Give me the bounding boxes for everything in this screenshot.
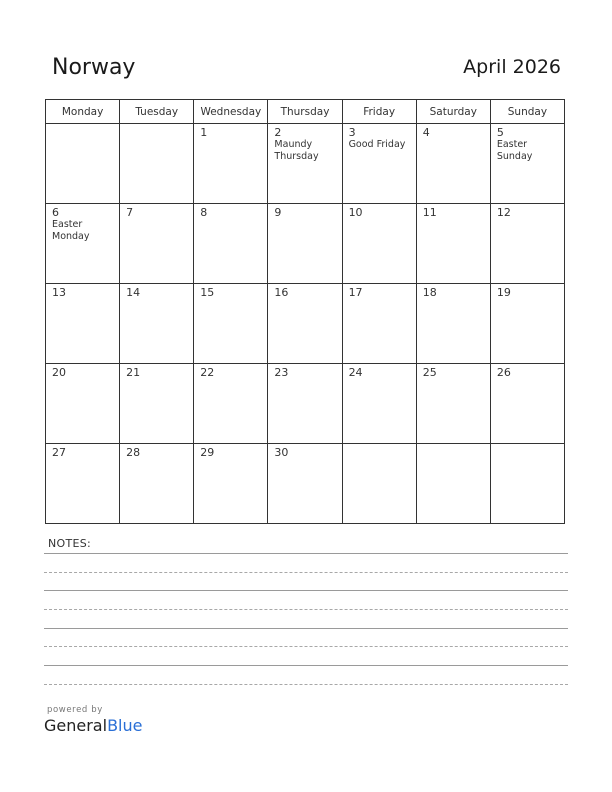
week-row xyxy=(46,124,565,204)
day-cell xyxy=(268,284,342,364)
day-cell xyxy=(194,204,268,284)
week-row xyxy=(46,364,565,444)
day-number: 3 xyxy=(348,126,356,139)
day-cell xyxy=(342,124,416,204)
brand-name-accent: Blue xyxy=(107,716,143,735)
weekday-header: Thursday xyxy=(268,100,342,124)
weekday-header: Sunday xyxy=(490,100,564,124)
day-number: 15 xyxy=(200,286,215,299)
notes-line xyxy=(44,572,568,573)
day-number: 14 xyxy=(126,286,141,299)
day-cell xyxy=(120,284,194,364)
day-cell xyxy=(490,284,564,364)
day-number: 22 xyxy=(200,366,215,379)
notes-line xyxy=(44,628,568,629)
day-number: 17 xyxy=(348,286,363,299)
day-cell xyxy=(120,364,194,444)
notes-line xyxy=(44,684,568,685)
calendar-grid xyxy=(45,99,565,524)
weekday-header: Tuesday xyxy=(120,100,194,124)
brand-name-part: General xyxy=(44,716,108,735)
day-number: 7 xyxy=(126,206,134,219)
day-cell xyxy=(342,284,416,364)
notes-label: NOTES: xyxy=(48,537,92,550)
day-cell xyxy=(46,444,120,524)
day-cell xyxy=(416,364,490,444)
day-cell xyxy=(342,444,416,524)
powered-by-text: powered by xyxy=(47,705,103,715)
day-cell xyxy=(342,364,416,444)
holiday-label: Easter Monday xyxy=(52,219,90,242)
day-number: 20 xyxy=(52,366,66,379)
notes-line xyxy=(44,553,568,554)
day-number: 1 xyxy=(200,126,208,139)
day-number: 23 xyxy=(274,366,289,379)
notes-line xyxy=(44,609,568,610)
day-cell xyxy=(342,204,416,284)
holiday-label: Easter Sunday xyxy=(496,139,533,162)
weekday-header: Saturday xyxy=(416,100,490,124)
day-cell xyxy=(46,364,120,444)
day-cell xyxy=(268,444,342,524)
month-year-title: April 2026 xyxy=(463,56,561,78)
day-number: 16 xyxy=(274,286,289,299)
day-cell xyxy=(46,284,120,364)
day-cell xyxy=(194,124,268,204)
day-number: 4 xyxy=(422,126,430,139)
day-number: 28 xyxy=(126,446,141,459)
day-number: 8 xyxy=(200,206,208,219)
day-cell xyxy=(268,364,342,444)
day-number: 9 xyxy=(274,206,282,219)
day-cell xyxy=(416,204,490,284)
day-cell xyxy=(490,444,564,524)
day-number: 27 xyxy=(52,446,66,459)
week-row xyxy=(46,284,565,364)
holiday-label: Good Friday xyxy=(348,139,406,150)
day-number: 29 xyxy=(200,446,215,459)
week-row xyxy=(46,444,565,524)
day-cell xyxy=(268,124,342,204)
day-number: 11 xyxy=(422,206,437,219)
brand-logo xyxy=(44,716,142,735)
country-title: Norway xyxy=(52,55,136,80)
weekday-header: Monday xyxy=(46,100,120,124)
holiday-label: Maundy Thursday xyxy=(274,139,319,162)
day-cell xyxy=(194,364,268,444)
day-cell xyxy=(416,284,490,364)
day-number: 18 xyxy=(422,286,437,299)
day-cell xyxy=(416,124,490,204)
notes-line xyxy=(44,665,568,666)
day-cell xyxy=(120,444,194,524)
day-cell xyxy=(490,364,564,444)
day-number: 5 xyxy=(496,126,504,139)
day-number: 10 xyxy=(348,206,363,219)
notes-line xyxy=(44,646,568,647)
day-cell xyxy=(46,204,120,284)
day-number: 13 xyxy=(52,286,66,299)
day-cell xyxy=(194,444,268,524)
day-cell xyxy=(46,124,120,204)
day-cell xyxy=(120,124,194,204)
week-row xyxy=(46,204,565,284)
day-number: 12 xyxy=(496,206,511,219)
day-cell xyxy=(416,444,490,524)
day-number: 21 xyxy=(126,366,141,379)
day-number: 26 xyxy=(496,366,511,379)
day-number: 25 xyxy=(422,366,437,379)
weekday-header: Wednesday xyxy=(194,100,268,124)
day-number: 19 xyxy=(496,286,511,299)
day-cell xyxy=(490,204,564,284)
day-cell xyxy=(268,204,342,284)
day-number: 30 xyxy=(274,446,289,459)
day-cell xyxy=(194,284,268,364)
day-cell xyxy=(490,124,564,204)
day-number: 6 xyxy=(52,206,59,219)
notes-line xyxy=(44,590,568,591)
day-cell xyxy=(120,204,194,284)
day-number: 24 xyxy=(348,366,363,379)
weekday-header: Friday xyxy=(342,100,416,124)
weekday-header-row xyxy=(46,100,565,124)
day-number: 2 xyxy=(274,126,282,139)
